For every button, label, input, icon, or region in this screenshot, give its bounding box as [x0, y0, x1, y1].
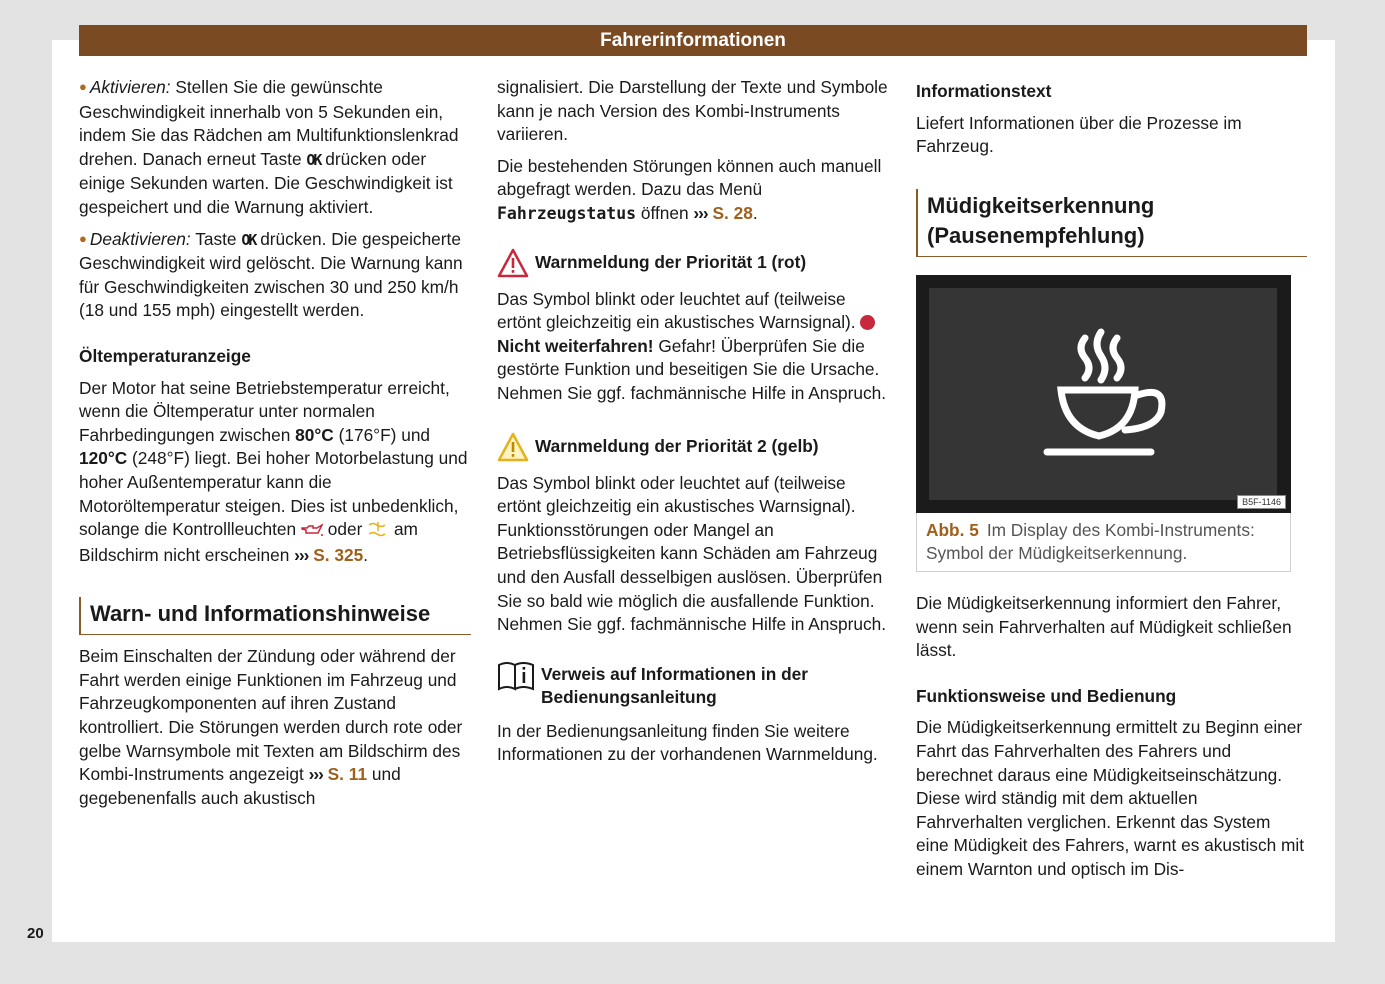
deactivate-label: Deaktivieren: [89, 228, 191, 249]
text: drücken oder einige Sekunden warten. Die Geschwindigkeit ist gespeichert und die Warnung aktiviert. [79, 148, 453, 217]
chapter-title: Fahrerinformationen [600, 29, 786, 51]
manual-reference-heading [497, 663, 889, 710]
oil-temperature-paragraph [79, 377, 471, 568]
stop-label: Nicht weiterfahren! [497, 335, 654, 356]
text: Warnmeldung der Priorität 1 (rot) [535, 251, 807, 272]
info-book-icon [497, 661, 535, 691]
figure-inner [929, 288, 1277, 500]
temp-80: 80°C [295, 424, 334, 445]
activate-paragraph [79, 76, 471, 220]
yellow-warning-triangle-icon [497, 432, 529, 462]
ok-button-glyph: OK [241, 230, 256, 249]
text: Taste [190, 228, 242, 249]
manual-query-paragraph [497, 155, 889, 226]
figure-fatigue-symbol [916, 275, 1291, 572]
warnings-paragraph [79, 645, 471, 810]
activate-label: Aktivieren: [89, 77, 171, 97]
page-number: 20 [27, 925, 44, 942]
figure-caption [917, 512, 1290, 571]
ref-arrow: ››› [308, 764, 323, 785]
function-paragraph: Die Müdigkeitserkennung ermittelt zu Beginn einer Fahrt das Fahrverhalten des Fahrers und berechnet daraus eine Müdigkeitseinschätzung. Diese wird ständig mit dem aktuellen Fahrverhalten verglichen. Erkennt das System eine Müdigkeit des Fahrers, warnt es akustisch mit einem Warnton und optisch im Dis- [916, 717, 1305, 879]
column-right [916, 76, 1307, 890]
red-warning-paragraph [497, 288, 889, 406]
text: Warnmeldung der Priorität 2 (gelb) [535, 435, 819, 456]
text: . [752, 202, 758, 223]
red-warning-triangle-icon [497, 248, 529, 278]
bullet-icon: ● [79, 230, 87, 246]
figure-code-tag: B5F-1146 [1237, 495, 1286, 509]
text: drücken. Die gespeicherte Geschwindigkeit wird gelöscht. Die Warnung kann für Geschwindigkeiten zwischen 30 und 250 km/h (18 und 155 mph) eingestellt werden. [79, 228, 463, 321]
function-heading: Funktionsweise und Bedienung [916, 685, 1177, 706]
oil-temperature-heading: Öltemperaturanzeige [79, 345, 251, 366]
text: Der Motor hat seine Betriebstemperatur erreicht, wenn die Öltemperatur unter normalen Fahrbedingungen zwischen [79, 377, 450, 445]
text: oder [322, 519, 368, 540]
text: Die bestehenden Störungen können auch manuell abgefragt werden. Dazu das Menü [497, 155, 882, 200]
bullet-icon: ● [79, 79, 87, 94]
text: und gegebenenfalls auch akustisch [79, 764, 401, 808]
yellow-warning-paragraph: Das Symbol blinkt oder leuchtet auf (teilweise ertönt gleichzeitig ein akustisches Warnsignal). Funktionsstörungen oder Mangel an Betriebsflüssigkeiten kann Schäden am Fahrzeug und den Ausfall desselbigen auslösen. Überprüfen Sie so bald wie möglich die ausfallende Funktion. Nehmen Sie ggf. fachmännische Hilfe in Anspruch. [497, 472, 887, 635]
yellow-warning-heading [497, 432, 889, 462]
text: am Bildschirm nicht erscheinen [79, 519, 418, 565]
warnings-section-heading: Warn- und Informationshinweise [79, 597, 471, 635]
text: (176°F) und [333, 424, 431, 445]
text: Verweis auf Informationen in der Bedienungsanleitung [541, 663, 808, 708]
page-ref-325[interactable]: S. 325 [313, 544, 364, 565]
display-variation-paragraph: signalisiert. Die Darstellung der Texte und Symbole kann je nach Version des Kombi-Instruments variieren. [497, 77, 888, 145]
ref-arrow: ››› [693, 202, 708, 223]
ok-button-glyph: OK [306, 150, 321, 169]
text: Das Symbol blinkt oder leuchtet auf (teilweise ertönt gleichzeitig ein akustisches Warnsignal). [497, 288, 861, 333]
page-ref-28[interactable]: S. 28 [712, 202, 753, 223]
manual-reference-paragraph: In der Bedienungsanleitung finden Sie weitere Informationen zu der vorhandenen Warnmeldung. [497, 720, 878, 765]
red-warning-heading [497, 248, 889, 278]
page-ref-11[interactable]: S. 11 [327, 764, 368, 785]
coffee-cup-icon [929, 288, 1277, 500]
figure-number: Abb. 5 [926, 519, 979, 540]
oil-can-red-icon [301, 520, 323, 544]
chapter-header [79, 25, 1307, 56]
text: . [363, 544, 369, 565]
instrument-display-image [916, 275, 1291, 513]
fatigue-paragraph: Die Müdigkeitserkennung informiert den Fahrer, wenn sein Fahrverhalten auf Müdigkeit schließen lässt. [916, 592, 1292, 661]
infotext-paragraph: Liefert Informationen über die Prozesse im Fahrzeug. [916, 112, 1242, 157]
infotext-heading: Informationstext [916, 81, 1052, 101]
ref-arrow: ››› [294, 544, 309, 565]
stop-icon [860, 315, 875, 330]
text: Gefahr! Überprüfen Sie die gestörte Funktion und beseitigen Sie die Ursache. Nehmen Sie ggf. fachmännische Hilfe in Anspruch. [497, 335, 887, 403]
figure-caption-text: Im Display des Kombi-Instruments: Symbol der Müdigkeitserkennung. [926, 519, 1255, 564]
temp-120: 120°C [79, 448, 128, 469]
column-middle [497, 76, 889, 775]
column-left [79, 76, 471, 818]
menu-name: Fahrzeugstatus [497, 203, 637, 223]
text: Beim Einschalten der Zündung oder während der Fahrt werden einige Funktionen im Fahrzeug und Fahrzeugkomponenten auf ihren Zustand kontrolliert. Die Störungen werden durch rote oder gelbe Warnsymbole mit Texten am Bildschirm des Kombi-Instruments angezeigt [79, 646, 463, 785]
text: öffnen [636, 202, 694, 223]
fatigue-section-heading: Müdigkeitserkennung (Pausenempfehlung) [916, 189, 1307, 257]
deactivate-paragraph [79, 228, 471, 323]
oil-temperature-yellow-icon [367, 520, 389, 544]
text: (248°F) liegt. Bei hoher Motorbelastung und hoher Außentemperatur kann die Motoröltemperatur steigen. Dies ist unbedenklich, solange die Kontrollleuchten [79, 448, 468, 540]
text: Stellen Sie die gewünschte Geschwindigkeit innerhalb von 5 Sekunden ein, indem Sie das Rädchen am Multifunktionslenkrad drehen. Danach erneut Taste [79, 77, 459, 169]
